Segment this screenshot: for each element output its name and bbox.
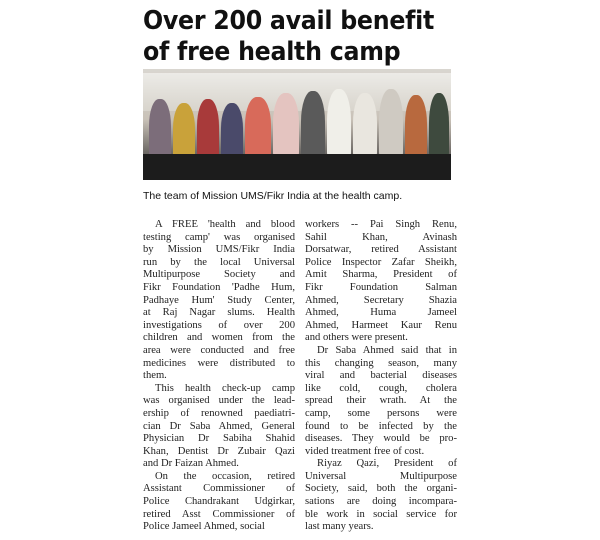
article-line: Society, said, both the organi- [305,483,457,495]
article-line: Ahmed, Harmeet Kaur Renu [305,319,457,331]
article-paragraph [305,219,457,345]
headline-line-2: of free health camp [143,37,401,67]
article-line: Khan, Dentist Dr Zubair Qazi [143,445,295,457]
article-line: children and women from the [143,332,295,344]
group-photo [143,69,451,180]
article-line: Physician Dr Sabiha Shahid [143,433,295,445]
article-line: like cold, cough, cholera [305,382,457,394]
photo-table [143,154,451,180]
article-line: This health check-up camp [155,382,295,394]
article-line: ble work in social service for [305,508,457,520]
article-line: A FREE 'health and blood [155,219,295,230]
article-line: cian Dr Saba Ahmed, General [143,420,295,432]
article-line: Fikr Foundation 'Padhe Hum, [143,281,295,293]
article-line: investigations of over 200 [143,319,295,331]
article-line: Police Inspector Zafar Sheikh, [305,256,457,268]
headline-line-1: Over 200 avail benefit [143,6,435,36]
article-line: Dorsatwar, retired Assistant [305,244,457,256]
article-paragraph [305,345,457,458]
article-line: them. [143,370,167,382]
article-line: Dr Saba Ahmed said that in [317,344,457,356]
article-line: Sahil Khan, Avinash [305,231,457,243]
article-line: retired Asst Commissioner of [143,508,295,520]
article-line: and others were present. [305,332,408,344]
article-line: by Mission UMS/Fikr India [143,244,295,256]
article-line: area were conducted and free [143,344,295,356]
article-paragraph [143,219,295,383]
article-line: run by the local Universal [143,256,295,268]
article-line: vided treatment free of cost. [305,445,425,457]
article-line: and Dr Faizan Ahmed. [143,458,239,470]
article-line: Fikr Foundation Salman [305,281,457,293]
article-line: workers -- Pai Singh Renu, [305,219,457,230]
article-line: Amit Sharma, President of [305,269,457,281]
article-line: Padhaye Hum' Study Center, [143,294,295,306]
article-line: ership of renowned paediatri- [143,407,295,419]
article-paragraph [305,458,457,534]
article-line: Ahmed, Secretary Shazia [305,294,457,306]
article-paragraph [143,383,295,471]
article-line: last many years. [305,521,374,533]
article-line: On the occasion, retired [155,470,295,482]
article-line: Assistant Commissioner of [143,483,295,495]
article-column-right [305,219,457,534]
article-line: spread their wrath. At the [305,395,457,407]
article-line: Ahmed, Huma Jameel [305,307,457,319]
article-line: this changing season, many [305,357,457,369]
article-line: viral and bacterial diseases [305,370,457,382]
article-line: diseases. They would be pro- [305,433,457,445]
headline [143,6,552,68]
article-line: Police Jameel Ahmed, social [143,521,265,533]
article-line: medicines were distributed to [143,357,295,369]
photo-caption: The team of Mission UMS/Fikr India at the health camp. [143,190,403,202]
article-line: Universal Multipurpose [305,470,457,482]
article-line: sations are doing incompara- [305,496,457,508]
article-line: Riyaz Qazi, President of [317,458,457,470]
article-column-left [143,219,295,534]
article-line: Police Chandrakant Udgirkar, [143,496,295,508]
article-line: Multipurpose Society and [143,269,295,281]
article-line: was organised under the lead- [143,395,295,407]
article-line: camp, some persons were [305,407,457,419]
article-line: found to be infected by the [305,420,457,432]
article-line: at Raj Nagar slums. Health [143,307,295,319]
article-line: testing camp' was organised [143,231,295,243]
article-paragraph [143,471,295,534]
